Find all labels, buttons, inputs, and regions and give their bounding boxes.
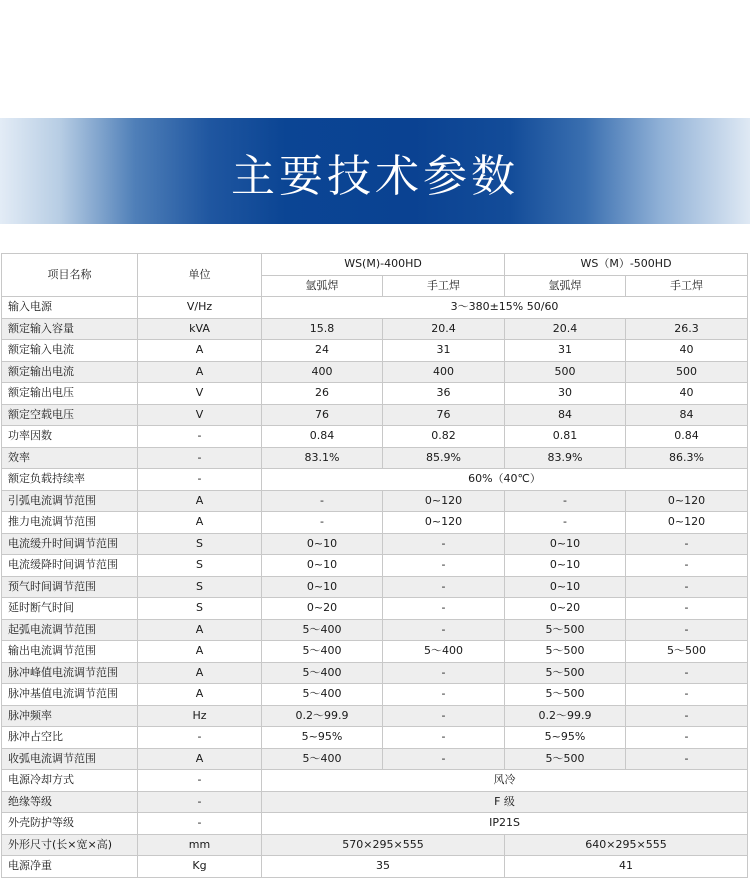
value-cell: 0.84	[626, 426, 748, 448]
row-label: 预气时间调节范围	[2, 576, 138, 598]
value-cell: 85.9%	[383, 447, 505, 469]
value-cell: 0~20	[505, 598, 626, 620]
row-label: 电流缓降时间调节范围	[2, 555, 138, 577]
value-cell: 41	[505, 856, 748, 878]
row-unit: A	[138, 619, 262, 641]
table-row	[2, 856, 748, 878]
value-cell: 3～380±15% 50/60	[262, 297, 748, 319]
subheader-cell: 氩弧焊	[505, 275, 626, 297]
row-label: 外壳防护等级	[2, 813, 138, 835]
value-cell: -	[383, 748, 505, 770]
value-cell: -	[626, 533, 748, 555]
table-row	[2, 748, 748, 770]
table-row	[2, 662, 748, 684]
row-unit: S	[138, 598, 262, 620]
row-label: 外形尺寸(长×宽×高)	[2, 834, 138, 856]
value-cell: 5～400	[262, 619, 383, 641]
value-cell: 0~10	[505, 555, 626, 577]
value-cell: -	[383, 598, 505, 620]
row-unit: -	[138, 770, 262, 792]
row-unit: A	[138, 641, 262, 663]
value-cell: -	[626, 748, 748, 770]
value-cell: 20.4	[505, 318, 626, 340]
value-cell: 76	[262, 404, 383, 426]
value-cell: 5～500	[505, 662, 626, 684]
row-label: 功率因数	[2, 426, 138, 448]
value-cell: 84	[505, 404, 626, 426]
table-row	[2, 598, 748, 620]
value-cell: 5～400	[262, 748, 383, 770]
row-unit: A	[138, 490, 262, 512]
value-cell: -	[505, 490, 626, 512]
table-row	[2, 727, 748, 749]
value-cell: 500	[626, 361, 748, 383]
value-cell: 76	[383, 404, 505, 426]
header-model-400: WS(M)-400HD	[262, 254, 505, 276]
value-cell: F 级	[262, 791, 748, 813]
header-model-500: WS（M）-500HD	[505, 254, 748, 276]
row-unit: V	[138, 383, 262, 405]
value-cell: -	[626, 684, 748, 706]
value-cell: -	[383, 727, 505, 749]
header-unit: 单位	[138, 254, 262, 297]
header-item: 项目名称	[2, 254, 138, 297]
row-unit: V/Hz	[138, 297, 262, 319]
row-label: 引弧电流调节范围	[2, 490, 138, 512]
value-cell: 0.2～99.9	[505, 705, 626, 727]
row-label: 延时断气时间	[2, 598, 138, 620]
value-cell: -	[626, 576, 748, 598]
row-unit: A	[138, 340, 262, 362]
value-cell: -	[383, 662, 505, 684]
row-unit: A	[138, 512, 262, 534]
value-cell: -	[383, 705, 505, 727]
row-label: 额定空载电压	[2, 404, 138, 426]
row-label: 额定输入容量	[2, 318, 138, 340]
row-unit: A	[138, 361, 262, 383]
row-unit: S	[138, 555, 262, 577]
table-row	[2, 383, 748, 405]
value-cell: 0~10	[262, 555, 383, 577]
value-cell: 5～400	[262, 641, 383, 663]
row-label: 电源冷却方式	[2, 770, 138, 792]
table-row	[2, 705, 748, 727]
value-cell: -	[505, 512, 626, 534]
row-label: 电源净重	[2, 856, 138, 878]
subheader-cell: 氩弧焊	[262, 275, 383, 297]
value-cell: 0~120	[626, 512, 748, 534]
subheader-cell: 手工焊	[626, 275, 748, 297]
value-cell: -	[262, 490, 383, 512]
row-unit: -	[138, 791, 262, 813]
row-label: 收弧电流调节范围	[2, 748, 138, 770]
value-cell: 0~10	[262, 533, 383, 555]
page-title: 主要技术参数	[231, 151, 519, 202]
title-banner	[0, 118, 750, 224]
row-unit: -	[138, 426, 262, 448]
value-cell: 24	[262, 340, 383, 362]
table-row	[2, 297, 748, 319]
value-cell: 31	[505, 340, 626, 362]
table-row	[2, 469, 748, 491]
value-cell: -	[626, 619, 748, 641]
row-unit: Hz	[138, 705, 262, 727]
value-cell: 5～400	[383, 641, 505, 663]
value-cell: 0~20	[262, 598, 383, 620]
value-cell: 5～500	[505, 619, 626, 641]
value-cell: 35	[262, 856, 505, 878]
value-cell: IP21S	[262, 813, 748, 835]
row-unit: -	[138, 813, 262, 835]
value-cell: 5～400	[262, 684, 383, 706]
value-cell: 15.8	[262, 318, 383, 340]
value-cell: 0.84	[262, 426, 383, 448]
value-cell: -	[626, 662, 748, 684]
value-cell: -	[383, 533, 505, 555]
table-row	[2, 791, 748, 813]
row-label: 绝缘等级	[2, 791, 138, 813]
value-cell: 0~120	[383, 490, 505, 512]
table-row	[2, 533, 748, 555]
value-cell: 500	[505, 361, 626, 383]
value-cell: 640×295×555	[505, 834, 748, 856]
row-unit: A	[138, 748, 262, 770]
value-cell: 5～400	[262, 662, 383, 684]
value-cell: 36	[383, 383, 505, 405]
value-cell: 0~10	[505, 533, 626, 555]
value-cell: 0.81	[505, 426, 626, 448]
table-row	[2, 426, 748, 448]
row-label: 额定负载持续率	[2, 469, 138, 491]
table-row	[2, 555, 748, 577]
value-cell: -	[626, 555, 748, 577]
value-cell: 5～500	[505, 748, 626, 770]
value-cell: 0~120	[383, 512, 505, 534]
value-cell: 570×295×555	[262, 834, 505, 856]
value-cell: 83.9%	[505, 447, 626, 469]
value-cell: 5～500	[505, 641, 626, 663]
row-unit: V	[138, 404, 262, 426]
table-row	[2, 404, 748, 426]
subheader-cell: 手工焊	[383, 275, 505, 297]
value-cell: -	[383, 555, 505, 577]
row-unit: A	[138, 684, 262, 706]
value-cell: 400	[383, 361, 505, 383]
row-label: 额定输出电压	[2, 383, 138, 405]
row-label: 起弧电流调节范围	[2, 619, 138, 641]
table-row	[2, 512, 748, 534]
spec-table	[1, 253, 748, 878]
table-row	[2, 641, 748, 663]
row-label: 脉冲频率	[2, 705, 138, 727]
value-cell: 0.2～99.9	[262, 705, 383, 727]
row-unit: Kg	[138, 856, 262, 878]
value-cell: -	[383, 619, 505, 641]
value-cell: 40	[626, 383, 748, 405]
row-unit: mm	[138, 834, 262, 856]
row-unit: -	[138, 727, 262, 749]
row-label: 脉冲基值电流调节范围	[2, 684, 138, 706]
value-cell: -	[383, 684, 505, 706]
value-cell: -	[383, 576, 505, 598]
row-label: 效率	[2, 447, 138, 469]
header-row	[2, 254, 748, 276]
value-cell: 26.3	[626, 318, 748, 340]
table-row	[2, 318, 748, 340]
value-cell: -	[262, 512, 383, 534]
value-cell: 84	[626, 404, 748, 426]
value-cell: -	[626, 727, 748, 749]
table-row	[2, 834, 748, 856]
row-label: 输入电源	[2, 297, 138, 319]
table-row	[2, 361, 748, 383]
row-label: 额定输入电流	[2, 340, 138, 362]
table-row	[2, 576, 748, 598]
value-cell: 30	[505, 383, 626, 405]
value-cell: 60%（40℃）	[262, 469, 748, 491]
row-unit: A	[138, 662, 262, 684]
row-unit: S	[138, 576, 262, 598]
table-row	[2, 813, 748, 835]
table-row	[2, 340, 748, 362]
row-label: 脉冲占空比	[2, 727, 138, 749]
row-label: 输出电流调节范围	[2, 641, 138, 663]
value-cell: 83.1%	[262, 447, 383, 469]
value-cell: -	[626, 598, 748, 620]
row-label: 电流缓升时间调节范围	[2, 533, 138, 555]
value-cell: 5～500	[626, 641, 748, 663]
value-cell: -	[626, 705, 748, 727]
row-unit: kVA	[138, 318, 262, 340]
table-row	[2, 684, 748, 706]
value-cell: 0~120	[626, 490, 748, 512]
value-cell: 20.4	[383, 318, 505, 340]
value-cell: 0.82	[383, 426, 505, 448]
table-row	[2, 490, 748, 512]
row-unit: -	[138, 447, 262, 469]
value-cell: 5～500	[505, 684, 626, 706]
row-label: 额定输出电流	[2, 361, 138, 383]
value-cell: 5~95%	[262, 727, 383, 749]
value-cell: 86.3%	[626, 447, 748, 469]
table-row	[2, 770, 748, 792]
row-unit: S	[138, 533, 262, 555]
value-cell: 31	[383, 340, 505, 362]
row-label: 脉冲峰值电流调节范围	[2, 662, 138, 684]
value-cell: 0~10	[505, 576, 626, 598]
value-cell: 5~95%	[505, 727, 626, 749]
row-label: 推力电流调节范围	[2, 512, 138, 534]
row-unit: -	[138, 469, 262, 491]
value-cell: 400	[262, 361, 383, 383]
value-cell: 40	[626, 340, 748, 362]
value-cell: 风冷	[262, 770, 748, 792]
table-row	[2, 447, 748, 469]
value-cell: 0~10	[262, 576, 383, 598]
table-row	[2, 619, 748, 641]
value-cell: 26	[262, 383, 383, 405]
